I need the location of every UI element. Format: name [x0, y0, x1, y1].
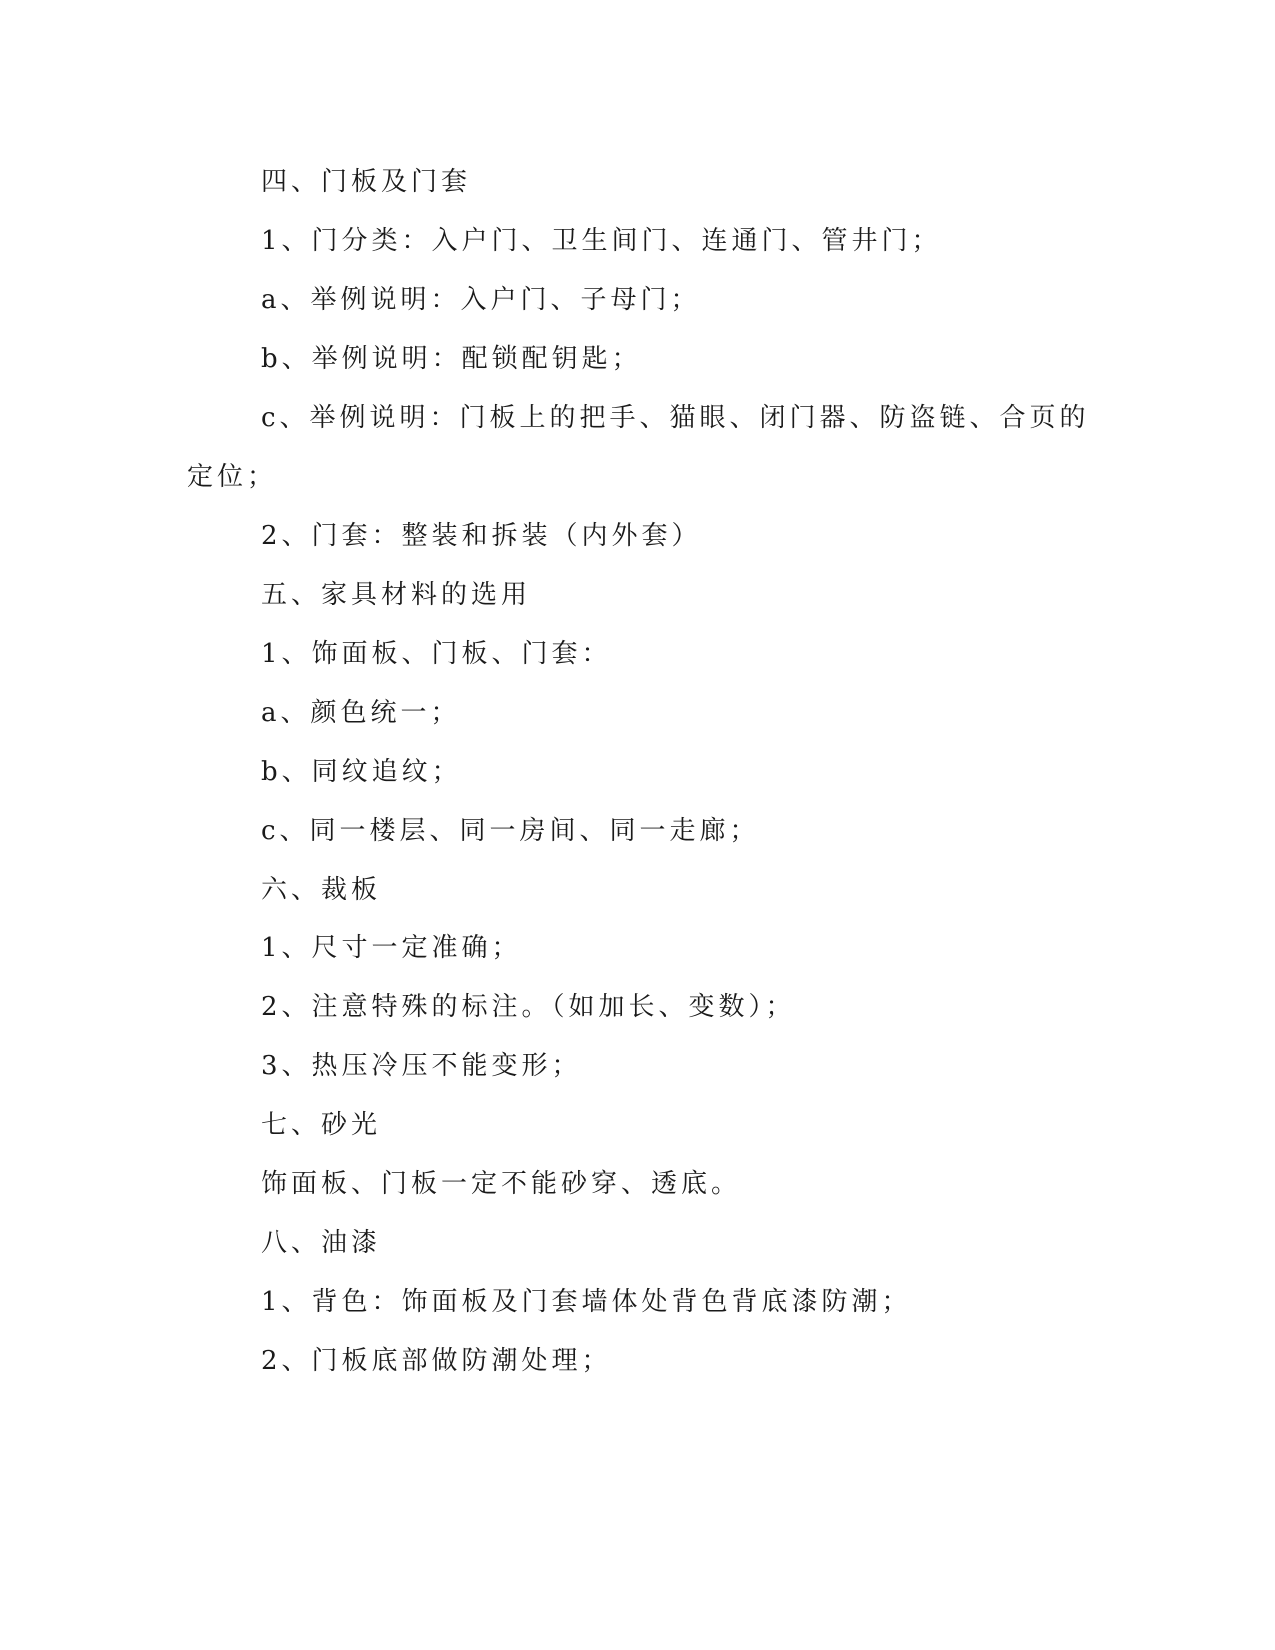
section-heading-doors: 四、门板及门套 — [261, 167, 472, 197]
paragraph: 饰面板、门板一定不能砂穿、透底。 — [261, 1169, 742, 1199]
section-heading-materials: 五、家具材料的选用 — [261, 580, 532, 610]
list-item: 2、门板底部做防潮处理； — [261, 1346, 612, 1376]
list-item: a、颜色统一； — [261, 698, 461, 728]
list-item: 1、背色：饰面板及门套墙体处背色背底漆防潮； — [261, 1287, 912, 1317]
list-item: b、举例说明：配锁配钥匙； — [261, 344, 642, 374]
list-item: 1、饰面板、门板、门套： — [261, 639, 612, 669]
section-heading-cutting: 六、裁板 — [261, 875, 382, 905]
list-item: c、举例说明：门板上的把手、猫眼、闭门器、防盗链、合页的 — [261, 403, 1090, 433]
list-item: c、同一楼层、同一房间、同一走廊； — [261, 816, 760, 846]
list-item: 2、注意特殊的标注。（如加长、变数）； — [261, 992, 796, 1022]
list-item: a、举例说明：入户门、子母门； — [261, 285, 701, 315]
list-item: 1、尺寸一定准确； — [261, 933, 522, 963]
list-item: b、同纹追纹； — [261, 757, 462, 787]
list-item: 2、门套：整装和拆装（内外套） — [261, 521, 702, 551]
section-heading-sanding: 七、砂光 — [261, 1110, 382, 1140]
list-item-continuation: 定位； — [187, 462, 278, 492]
list-item: 3、热压冷压不能变形； — [261, 1051, 582, 1081]
section-heading-paint: 八、油漆 — [261, 1228, 382, 1258]
list-item: 1、门分类：入户门、卫生间门、连通门、管井门； — [261, 226, 942, 256]
